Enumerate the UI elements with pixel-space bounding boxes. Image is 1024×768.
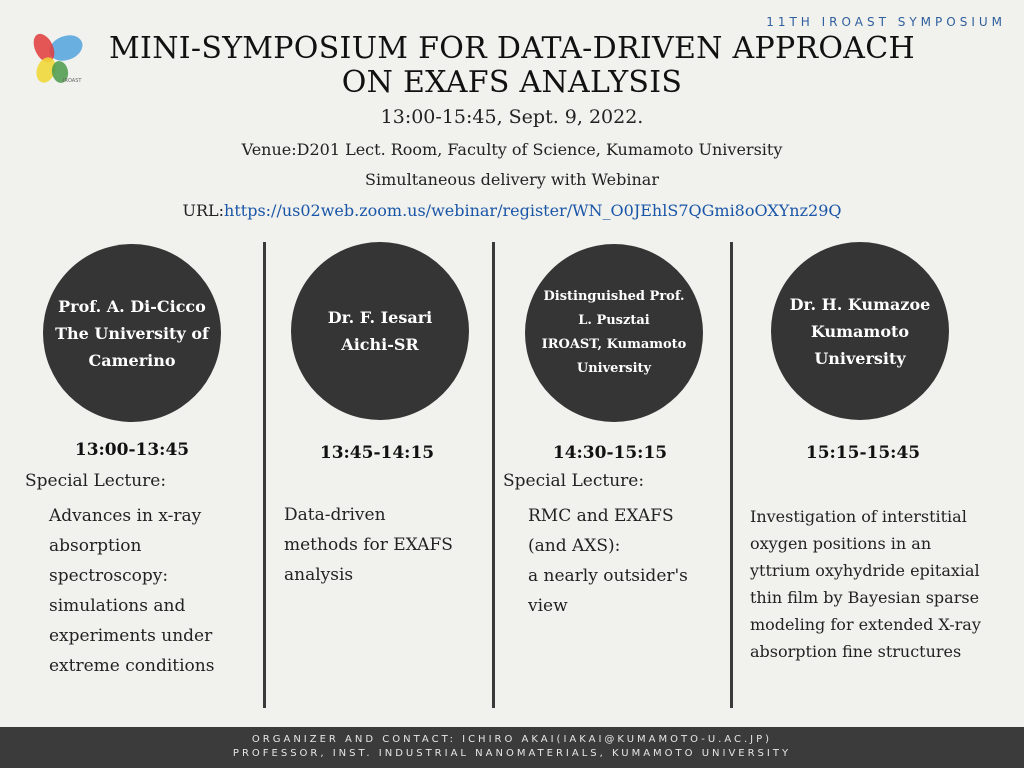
logo-text: IROAST	[63, 78, 82, 84]
speaker-4-name-line: Dr. H. Kumazoe	[789, 294, 931, 314]
url-label: URL:	[182, 201, 225, 220]
speaker-3-name-line: L. Pusztai	[578, 313, 650, 328]
speaker-3-desc-line: RMC and EXAFS	[528, 506, 674, 526]
speaker-2-desc-line: Data-driven	[284, 505, 386, 525]
speaker-3-name-line: University	[576, 361, 652, 376]
speaker-3-special-label: Special Lecture:	[503, 471, 645, 491]
speaker-3-circle	[525, 244, 703, 422]
speaker-4-desc-line: modeling for extended X-ray	[750, 615, 981, 634]
speaker-1-description	[49, 501, 214, 681]
event-datetime: 13:00-15:45, Sept. 9, 2022.	[380, 106, 644, 128]
event-delivery: Simultaneous delivery with Webinar	[365, 170, 659, 189]
speaker-3-name-line: IROAST, Kumamoto	[541, 337, 687, 352]
speaker-2-name-line: Aichi-SR	[341, 335, 419, 354]
column-divider-1	[263, 242, 266, 708]
speaker-2-circle	[291, 242, 469, 420]
speaker-3-desc-line: view	[528, 596, 568, 616]
speaker-4-circle	[771, 242, 949, 420]
speaker-3-name-line: Distinguished Prof.	[543, 289, 685, 304]
speaker-1-desc-line: experiments under	[49, 626, 213, 646]
speaker-4-time: 15:15-15:45	[805, 443, 921, 463]
footer-affiliation: PROFESSOR, INST. INDUSTRIAL NANOMATERIALS, KUMAMOTO UNIVERSITY	[232, 748, 792, 759]
speaker-1-time: 13:00-13:45	[74, 440, 190, 460]
speaker-4-name-line: Kumamoto	[810, 321, 910, 341]
speaker-1-name-line: The University of	[55, 323, 209, 343]
speaker-1-desc-line: absorption	[49, 536, 142, 556]
column-divider-2	[492, 242, 495, 708]
speaker-1-name-line: Camerino	[88, 350, 176, 370]
footer	[0, 727, 1024, 768]
speaker-3-description	[528, 501, 688, 621]
speaker-1-desc-line: extreme conditions	[49, 656, 215, 676]
speaker-4-desc-line: thin film by Bayesian sparse	[750, 588, 980, 607]
symposium-tag: 11TH IROAST SYMPOSIUM	[766, 15, 1006, 29]
event-venue: Venue:D201 Lect. Room, Faculty of Science, Kumamoto University	[241, 140, 783, 159]
page-title	[0, 32, 1024, 100]
speaker-3-time: 14:30-15:15	[552, 443, 668, 463]
title-line-2: ON EXAFS ANALYSIS	[341, 65, 683, 100]
speaker-4-desc-line: oxygen positions in an	[750, 534, 932, 553]
speaker-1-name-line: Prof. A. Di-Cicco	[58, 296, 206, 316]
speaker-2-description	[284, 500, 453, 590]
speaker-1-desc-line: simulations and	[49, 596, 186, 616]
speaker-3-desc-line: (and AXS):	[528, 536, 621, 556]
speaker-2-time: 13:45-14:15	[319, 443, 435, 463]
title-line-1: MINI-SYMPOSIUM FOR DATA-DRIVEN APPROACH	[109, 31, 915, 66]
speaker-2-desc-line: analysis	[284, 565, 354, 585]
footer-contact: ORGANIZER AND CONTACT: ICHIRO AKAI(IAKAI@KUMAMOTO-U.AC.JP)	[251, 734, 773, 745]
speaker-2-name-line: Dr. F. Iesari	[327, 308, 433, 327]
speaker-1-special-label: Special Lecture:	[25, 471, 167, 491]
speaker-4-desc-line: absorption fine structures	[750, 642, 962, 661]
speaker-1-desc-line: spectroscopy:	[49, 566, 169, 586]
speaker-2-desc-line: methods for EXAFS	[284, 535, 453, 555]
event-url	[0, 201, 1024, 220]
column-divider-3	[730, 242, 733, 708]
speaker-4-desc-line: Investigation of interstitial	[750, 507, 967, 526]
speaker-3-desc-line: a nearly outsider's	[528, 566, 688, 586]
speaker-1-circle	[43, 244, 221, 422]
speaker-4-desc-line: yttrium oxyhydride epitaxial	[750, 561, 980, 580]
webinar-link[interactable]: https://us02web.zoom.us/webinar/register/WN_O0JEhlS7QGmi8oOXYnz29Q	[224, 201, 842, 220]
speaker-4-name-line: University	[814, 348, 906, 368]
speaker-1-desc-line: Advances in x-ray	[49, 506, 202, 526]
speaker-4-description	[750, 503, 981, 665]
